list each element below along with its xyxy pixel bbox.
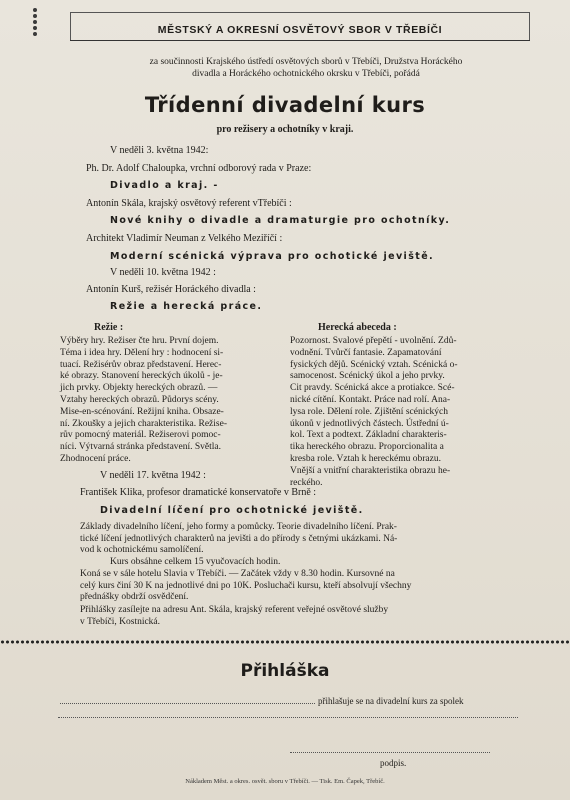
herecka-line: Cit pravdy. Scénická akce a protiakce. Scé- — [290, 383, 455, 394]
herecka-line: nické cítění. Kontakt. Práce nad rolí. Ana- — [290, 394, 451, 405]
herecka-line: lysa role. Dělení role. Zjištění scénických — [290, 406, 449, 417]
signature-line[interactable] — [290, 752, 490, 753]
rezie-line: tuací. Režisérův obraz představení. Herec- — [60, 359, 222, 370]
herecka-line: vodnění. Tvůrčí fantasie. Zapamatování — [290, 347, 442, 358]
day2-topic: Režie a herecká práce. — [110, 301, 263, 312]
description-line: Základy divadelního líčení, jeho formy a pomůcky. Teorie divadelního líčení. Prak- — [80, 522, 397, 532]
venue-line: celý kurs činí 30 K na jednotlivé dni po 10K. Posluchači kursu, kteří absolvují všechny — [80, 580, 412, 591]
day2-date: V neděli 10. května 1942 : — [110, 267, 216, 278]
rezie-line: Téma i idea hry. Dělení hry : hodnocení si- — [60, 347, 224, 358]
course-title: Třídenní divadelní kurs — [144, 93, 426, 117]
rezie-column — [60, 336, 285, 466]
herecka-line: reckého. — [290, 477, 323, 488]
herecka-abeceda-column — [290, 336, 520, 489]
day1-topic-2: Nové knihy o divadle a dramaturgie pro ochotníky. — [110, 215, 451, 226]
herecka-line: kresba role. Vztah k hereckému obrazu. — [290, 453, 441, 464]
description-line: tické líčení jednotlivých charakterů na jevišti a do přírody s četnými ukázkami. Ná- — [80, 533, 398, 544]
intro-text — [96, 56, 516, 80]
rezie-line: Zhodnocení práce. — [60, 453, 131, 464]
day1-date: V neděli 3. května 1942: — [110, 145, 209, 156]
signature-label: podpis. — [380, 758, 407, 768]
fill-line-name[interactable] — [60, 703, 315, 704]
application-form-title: Přihláška — [240, 661, 330, 681]
perforation-line — [0, 640, 570, 644]
day3-speaker: František Klika, profesor dramatické konservatoře v Brně : — [80, 487, 317, 498]
herecka-line: fysických dějů. Scénický vztah. Scénická o- — [290, 359, 458, 370]
herecka-line: tika hereckého obrazu. Proporcionalita a — [290, 442, 444, 453]
herecka-line: Pozornost. Svalové přepětí - uvolnění. Zdů- — [290, 336, 457, 346]
intro-line: divadla a Horáckého ochotnického okrsku v Třebíči, pořádá — [192, 69, 420, 79]
course-hours: Kurs obsáhne celkem 15 vyučovacích hodin. — [110, 557, 281, 567]
day3-topic: Divadelní líčení pro ochotnické jeviště. — [100, 505, 364, 516]
rezie-line: níci. Výtvarná stránka představení. Světla. — [60, 442, 222, 453]
herecka-line: samocenost. Scénický úkol a jeho prvky. — [290, 371, 445, 382]
fill-line-association[interactable] — [58, 717, 518, 718]
herecka-line: Vnější a vnitřní charakteristika obrazu he- — [290, 465, 451, 476]
venue-line: Koná se v sále hotelu Slavia v Třebíči. — Začátek vždy v 8.30 hodin. Kursovné na — [80, 569, 395, 579]
herecka-line: úkonů v jednotlivých částech. Ústřední ú- — [290, 418, 449, 429]
day2-speaker: Antonín Kurš, režisér Horáckého divadla : — [86, 284, 256, 295]
rezie-line: Výběry hry. Režiser čte hru. První dojem. — [60, 336, 219, 346]
application-info — [80, 605, 530, 628]
venue-info — [80, 569, 530, 604]
rezie-line: Vztahy hereckých obrazů. Půdorys scény. — [60, 394, 219, 405]
rezie-line: Mise-en-scénování. Režijní kniha. Obsaze- — [60, 406, 224, 417]
herecka-abeceda-heading: Herecká abeceda : — [318, 322, 397, 333]
venue-line: přednášky obdrží osvědčení. — [80, 592, 189, 602]
intro-line: za součinnosti Krajského ústředí osvětových sborů v Třebíči, Družstva Horáckého — [149, 57, 463, 67]
form-line-text: přihlašuje se na divadelní kurs za spolek — [318, 696, 464, 706]
course-subtitle: pro režisery a ochotníky v kraji. — [216, 124, 354, 135]
day3-date: V neděli 17. května 1942 : — [100, 470, 206, 481]
rezie-line: ké obrazy. Stanovení hereckých úkolů - je- — [60, 371, 223, 382]
day1-speaker-1: Ph. Dr. Adolf Chaloupka, vrchní odborový rada v Praze: — [86, 163, 312, 174]
organization-name: MĚSTSKÝ A OKRESNÍ OSVĚTOVÝ SBOR V TŘEBÍČI — [157, 24, 443, 36]
day1-speaker-3: Architekt Vladimír Neuman z Velkého Meziříčí : — [86, 233, 283, 244]
rezie-heading: Režie : — [94, 322, 124, 333]
day1-speaker-2: Antonín Skála, krajský osvětový referent vTřebíči : — [86, 198, 292, 209]
day1-topic-1: Divadlo a kraj. - — [110, 180, 219, 191]
printer-footer: Nákladem Měst. a okres. osvět. sboru v Třebíči. — Tisk. Em. Čapek, Třebíč. — [185, 778, 385, 785]
day1-topic-3: Moderní scénická výprava pro ochotické jeviště. — [110, 251, 435, 262]
application-line: v Třebíči, Kostnická. — [80, 616, 161, 627]
day3-description — [80, 522, 530, 557]
application-line: Přihlášky zasílejte na adresu Ant. Skála, krajský referent veřejné osvětové služby — [80, 605, 389, 615]
rezie-line: ní. Zkoušky a jejich charakteristika. Režise- — [60, 418, 227, 429]
rezie-line: rův pomocný materiál. Režiserovi pomoc- — [60, 430, 221, 441]
header-rule — [70, 40, 530, 41]
herecka-line: kol. Text a podtext. Základní charakteris- — [290, 430, 447, 441]
rezie-line: jich prvky. Objekty hereckých obrazů. — — [60, 383, 218, 394]
description-line: vod k ochotnickému samolíčení. — [80, 545, 204, 555]
punch-holes — [33, 8, 39, 38]
